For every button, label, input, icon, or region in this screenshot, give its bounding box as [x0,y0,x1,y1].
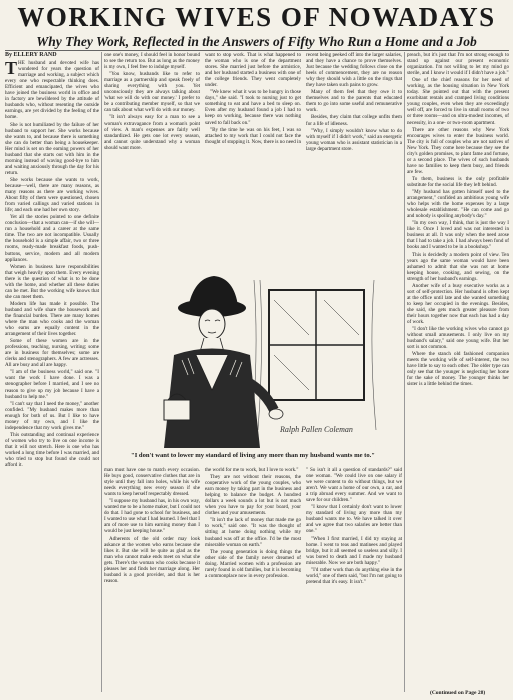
column-5-paragraph: To them, business is the only profitable substitute for the social life they left behind. [407,175,509,188]
column-1-paragraph: Women in business have responsibilities that weigh heavily upon them. Every evening there is the question of what is to be done with the home, and whether all these duties can be met. But the working wife knows that she can meet them. [5,263,99,300]
column-1-paragraph: Some of these women are in the professions, teaching, nursing, writing; some are in business for themselves; some are clerks and stenographers. A few are actresses. All are busy and all are happy. [5,338,99,369]
column-1-paragraph: This outstanding and continual experience of women who try to live on one income is that it will not stretch. Here is one who has worked a long time before I was married, and who tried to stop but found she could not afford it. [5,431,99,469]
column-4-lower-paragraph: "I know that I certainly don't want to lower my standard of living any more than my husband wants me to. We have talked it over and we agree that two salaries are better than one." [306,504,402,535]
column-4-paragraph: recent being peeked off into the larger salaries, and they have a chance to prove themselves. Just because the wedding follows close on the heels of commencement, they are no reason why they should wish a little on the rings that they have taken such pains to grow. [306,52,402,89]
column-1-paragraph: She works because she wants to work, because—well, there are many reasons, as many reasons as there are working wives. About fifty of them were questioned, chosen from varied callings and varied stations in life; and each one had her own story. [5,176,99,214]
column-5-paragraph: "In my own way, I think, that is just the way I like it. Once I loved and was not interested in business at all. It was only when the need arose that I had to take a job. I had always been fond of books and I wanted to be in a bookshop." [407,220,509,251]
column-5-paragraph: Another wife of a busy executive works as a sort of self-protection. Her husband is often kept at the office until late and she wanted something to keep her occupied in the evenings. Besides, she said, she gets much greater pleasure from their hours together now that each has had a day of work. [407,282,509,326]
column-2-paragraph: one one's money, I should feel in honor bound to see the return too. But as long as the money is my own, I feel free to indulge myself. [104,52,200,71]
column-5-paragraph: "I don't like the working wives who cannot go without small amusements. I only live on my husband's salary," said one young wife. But her sort is not common. [407,326,509,351]
artist-signature: Ralph Pallen Coleman [280,425,353,434]
column-3-paragraph: "By the time he was on his feet, I was so attached to my work that I could not face the thought of stopping it. Now, there is no need in [205,126,301,145]
column-4-lower-paragraph: "I'd rather work than do anything else in the world," one of them said, "but I'm not going to pretend that it's easy. It isn't." [306,566,402,585]
column-3-paragraph: "We knew what it was to be hungry in those days," she said. "I took to nursing just to get something to eat and have a bed to sleep on. Even after my husband found a job I had to keep on working, because there was nothing saved to fall back on." [205,89,301,126]
header-rule [5,50,509,51]
column-1-paragraph: HE husband and devoted wife has wondered for years the question of marriage and working, a subject which every one who respectable thinking does. Efficient and emancipated, the wives who have joined the business world in office and in factory are bewildered by the attitude of husbands who, without resenting the outside earnings, are yet divided by the feeling of the home. [5,60,99,121]
column-1-paragraph: She is not humiliated by the failure of her husband to support her. She works because she wants to, and because there is something she can do better than being a housekeeper. Her mind is set on the earning powers of her husband that she starts out with him in the morning instead of waving good-bye to him and waiting anxiously through the day for his return. [5,121,99,176]
column-4 [306,52,402,257]
column-2-lower-paragraph: "I suppose my husband has, in his own way, wanted me to be a home maker, but I could not do that. I had gone to school for business, and I wanted to use what I had learned. I feel that I am of more use to him earning money than I would be just keeping house." [104,498,200,535]
column-5-paragraph: preach, but it's just that I'm not strong enough to stand up against our present economic organization. I'm not willing to let my mind go sterile, and I know it would if I didn't have a job." [407,52,509,77]
illustration-working-wife [104,260,402,448]
subhead: Why They Work, Reflected in the Answers of Fifty Who Run a Home and a Job [36,34,477,49]
column-5-paragraph: One of the chief reasons for her need of working, as the housing situation in New York today. She pointed out that with the present exorbitant rentals and cramped living conditions young couples, even when they are exceedingly well off, are forced to live in small rooms of two or three rooms—and on ultra-modest incomes, of necessity, in a one- or two-room apartment. [407,77,509,126]
column-2 [104,52,200,257]
column-1 [5,52,99,692]
column-2-lower-paragraph: man must have one to match every occasion. He buys good, conservative clothes that are in style until they fall into holes, while his wife needs everything new every season if she wants to keep herself respectably dressed. [104,467,200,498]
column-5-paragraph: There are other reasons why New York encourages wives to enter the business world. The city is full of couples who are not natives of New York. They come here because they see the city's golden promises, to plant fame and fortune, or a second place. The wives of such husbands have no families to keep them busy, and friends are few. [407,126,509,175]
column-4-paragraph: Besides, they claim that college unfits them for a life of idleness. [306,114,402,127]
column-4-paragraph: Many of them feel that they owe it to themselves and to the parents that educated them to go into some useful and remunerative work. [306,89,402,114]
column-4-lower [306,467,402,692]
drop-cap: T [5,58,18,79]
column-1-paragraph: Yet all the stories pointed to one definite conclusion—that a woman can—if she will—run a household and a career at the same time. The two are not incompatible. Usually the household is a simple affair, two or three rooms, ready-made breakfast foods, push-buttons, service, modern and all modern appliances. [5,214,99,263]
column-1-paragraph: Modern life has made it possible. The husband and wife share the housework and the financial burden. There are many homes where the man who cooks and the woman who earns are equally content in the arrangement of their lives together. [5,300,99,338]
column-4-lower-paragraph: "When I first married, I did try staying at home. I went to teas and matinees and played bridge, but it all seemed so useless and silly. I was bored to death and I made my husband miserable. Now we are both happy." [306,535,402,566]
column-5-paragraph: This is decidedly a modern point of view. Ten years ago the same woman would have been ashamed to admit that she was not at home keeping house, cooking, and sewing, on the strength of her husband's earnings. [407,251,509,282]
column-4-paragraph: "Why, I simply wouldn't know what to do with myself if I didn't work," said an energetic young woman who is assistant statistician in a large department store. [306,127,402,152]
column-3-lower-paragraph: "It isn't the lack of money that made me go to work," said one. "It was the thought of sitting at home doing nothing while my husband was off at the office. I'd be the most miserable woman on earth." [205,517,301,548]
column-1-paragraph: "I can't say that I need the money," another confided. "My husband makes more than enough for both of us. But I like to have money of my own, and I like the independence that my work gives me." [5,400,99,431]
column-2-lower [104,467,200,692]
column-divider [404,52,405,692]
continued-note: (Continued on Page 28) [430,690,486,696]
illustration-caption: "I don't want to lower my standard of living any more than my husband wants me to." [131,452,375,459]
column-divider [101,52,102,692]
column-5-paragraph: Where the stanch old fashioned companion meets the working wife of self-interest, the two have little to say to each other. The older type can only see that the younger is neglecting her home for the sake of money. The younger thinks her sister is a little behind the times. [407,351,509,388]
column-5 [407,52,509,692]
column-1-paragraph: "I am of the business world," said one. "I want the work I have done. I was a stenographer before I married, and I see no reason to give up my job because I have a husband to help me." [5,369,99,400]
column-5-paragraph: "My husband has gotten himself used to the arrangement," confided an ambitious young wife who helps with the home expenses by a large wholesale establishment. "He can come and go and nobody is spoiling anybody's day." [407,189,509,220]
column-3-paragraph: want to stop work. That is what happened to the woman who is one of the department stores. She married just before the armistice, and her husband started a business with one of the college friends. They went completely under. [205,52,301,89]
column-2-lower-paragraph: Adherents of the old order may look askance at the women who earns because she likes it. But she will be quite as glad as the man who cannot make ends meet on what she gets. There's the woman who cooks because it pleases her and finds her marriage along. Her husband is a good provider, and that is her reason. [104,535,200,584]
column-2-paragraph: "You know, husbands like to refer to marriage as a partnership and speak freely of sharing everything with you. Yet unconsciously they are always talking about 'what we will do with our money.' I prefer to be a contributing member myself, so that we can talk about what we'll do with our money. [104,71,200,114]
column-4-lower-paragraph: " So isn't it all a question of standards?" said one woman. "We could live on one salary if we were content to do without things, but we aren't. We want a home of our own, a car, and a trip abroad every summer. And we want to save for our children." [306,467,402,504]
column-3-lower-paragraph: the world for me to work, but I love to work." [205,467,299,473]
column-2-paragraph: "It isn't always easy for a man to see a woman's extravagance from a woman's point of view. A man's expenses are fairly well standardized. He gets one lot every season, and cannot quite understand why a woman should want more. [104,114,200,151]
column-3-lower-paragraph: The young generation is doing things the other side of the family never dreamed of doing. Married women with a profession are rarely found in old families, but it is becoming a commonplace now in every profession. [205,548,301,579]
byline: By ELLERY RAND [5,52,57,58]
column-3-lower-paragraph: They are not without their reasons, the cooperative work of the young couples, who earn money by taking part in the business and helping to balance the budget. A hundred dollars a week sounds a lot but is not much when you have to pay for your board, your clothes and your amusements. [205,474,301,517]
column-3-lower [205,467,301,692]
headline: WORKING WIVES OF NOWADAYS [17,2,496,32]
column-3 [205,52,301,257]
